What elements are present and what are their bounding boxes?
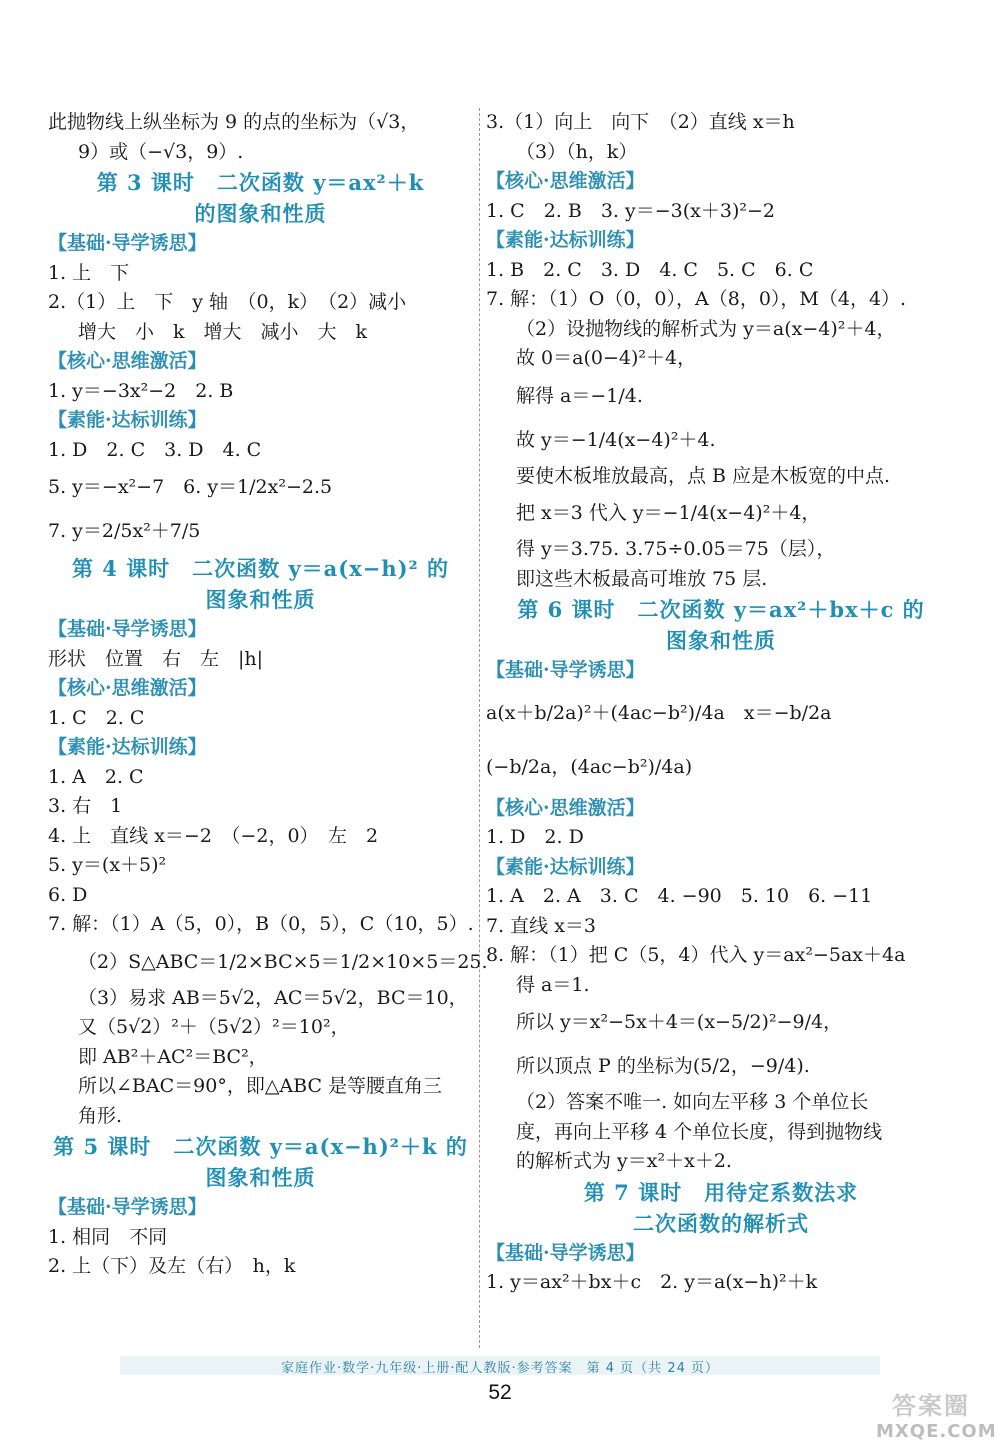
text-line: （2）设抛物线的解析式为 y＝a(x−4)²＋4， <box>516 317 896 340</box>
text-line: 2. 上（下）及左（右） h，k <box>48 1255 296 1277</box>
section-heading: 【素能·达标训练】 <box>48 409 207 431</box>
text-line: 5. y＝(x＋5)² <box>48 854 167 876</box>
text-line: 1. A 2. C <box>48 765 144 788</box>
right-column <box>486 108 956 1298</box>
text-line: 形状 位置 右 左 |h| <box>48 647 264 670</box>
text-line: (−b/2a，(4ac−b²)/4a) <box>486 755 693 778</box>
text-line: 度，再向上平移 4 个单位长度，得到抛物线 <box>516 1120 883 1143</box>
text-line: 故 0＝a(0−4)²＋4， <box>516 347 697 369</box>
page-number: 52 <box>488 1381 512 1404</box>
section-heading: 【基础·导学诱思】 <box>48 618 207 640</box>
lesson-heading: 二次函数的解析式 <box>633 1210 809 1236</box>
lesson-heading: 第 3 课时 二次函数 y＝ax²＋k <box>96 170 425 195</box>
watermark-domain: MXQE.COM <box>876 1421 997 1442</box>
lesson-heading: 第 6 课时 二次函数 y＝ax²＋bx＋c 的 <box>517 597 925 622</box>
section-heading: 【核心·思维激活】 <box>48 350 207 372</box>
text-line: 1. C 2. B 3. y＝−3(x＋3)²−2 <box>486 199 775 222</box>
text-line: 1. B 2. C 3. D 4. C 5. C 6. C <box>486 258 814 281</box>
text-line: 所以顶点 P 的坐标为(5/2，−9/4). <box>516 1055 810 1077</box>
text-line: 1. D 2. D <box>486 826 584 848</box>
text-line: 得 a＝1. <box>516 973 590 996</box>
text-line: 角形. <box>78 1104 123 1127</box>
text-line: 1. D 2. C 3. D 4. C <box>48 438 262 461</box>
watermark-logo <box>876 1386 997 1446</box>
text-line: 即这些木板最高可堆放 75 层. <box>516 567 768 590</box>
lesson-heading: 第 4 课时 二次函数 y＝a(x−h)² 的 <box>71 556 450 581</box>
lesson-heading: 第 5 课时 二次函数 y＝a(x−h)²＋k 的 <box>53 1134 468 1159</box>
section-heading: 【素能·达标训练】 <box>48 736 207 758</box>
text-line: 1. 上 下 <box>48 261 130 284</box>
section-heading: 【基础·导学诱思】 <box>486 659 645 681</box>
section-heading: 【素能·达标训练】 <box>486 229 645 251</box>
text-line: 1. 相同 不同 <box>48 1225 168 1248</box>
text-line: 增大 小 k 增大 减小 大 k <box>78 320 368 343</box>
text-line: 1. y＝−3x²−2 2. B <box>48 379 234 402</box>
section-heading: 【核心·思维激活】 <box>486 796 645 819</box>
text-line: 又（5√2）²＋（5√2）²＝10²， <box>78 1016 350 1038</box>
text-line: 1. y＝ax²＋bx＋c 2. y＝a(x−h)²＋k <box>486 1271 818 1293</box>
text-line: 得 y＝3.75. 3.75÷0.05＝75（层）， <box>516 538 836 560</box>
text-line: 5. y＝−x²−7 6. y＝1/2x²−2.5 <box>48 476 333 498</box>
text-line: 7. 解：（1）O（0，0），A（8，0），M（4，4）. <box>486 288 907 310</box>
text-line: 2.（1）上 下 y 轴 （0，k） （2）减小 <box>48 291 407 313</box>
text-line: 7. y＝2/5x²＋7/5 <box>48 520 201 542</box>
text-line: 1. A 2. A 3. C 4. −90 5. 10 6. −11 <box>486 885 873 907</box>
section-heading: 【基础·导学诱思】 <box>48 232 207 254</box>
section-heading: 【基础·导学诱思】 <box>48 1196 207 1218</box>
section-heading: 【核心·思维激活】 <box>48 677 207 699</box>
section-heading: 【核心·思维激活】 <box>486 170 645 192</box>
lesson-heading: 图象和性质 <box>205 587 316 612</box>
text-line: （3）（h，k） <box>516 140 638 163</box>
column-divider <box>479 108 480 1348</box>
lesson-heading: 的图象和性质 <box>194 201 327 226</box>
text-line: 9）或（−√3，9）. <box>78 140 244 163</box>
text-line: （2）答案不唯一. 如向左平移 3 个单位长 <box>516 1091 869 1113</box>
section-heading: 【基础·导学诱思】 <box>486 1241 645 1264</box>
text-line: 解得 a＝−1/4. <box>516 384 643 407</box>
lesson-heading: 图象和性质 <box>205 1165 316 1190</box>
text-line: 故 y＝−1/4(x−4)²＋4. <box>516 428 716 451</box>
text-line: 6. D <box>48 883 88 906</box>
watermark-logo-text: 答案圈 <box>892 1392 970 1420</box>
lesson-heading: 第 7 课时 用待定系数法求 <box>583 1179 859 1205</box>
text-line: 即 AB²＋AC²＝BC²， <box>78 1045 268 1068</box>
text-line: 的解析式为 y＝x²＋x＋2. <box>516 1150 732 1172</box>
left-column <box>48 108 488 1282</box>
text-line: 要使木板堆放最高，点 B 应是木板宽的中点. <box>516 464 891 487</box>
text-line: 3.（1）向上 向下 （2）直线 x＝h <box>486 111 795 133</box>
text-line: 4. 上 直线 x＝−2 （−2，0） 左 2 <box>48 824 379 847</box>
text-line: （3）易求 AB＝5√2，AC＝5√2，BC＝10， <box>78 986 468 1009</box>
text-line: 把 x＝3 代入 y＝−1/4(x−4)²＋4， <box>516 502 821 524</box>
text-line: 7. 直线 x＝3 <box>486 914 597 937</box>
text-line: 此抛物线上纵坐标为 9 的点的坐标为（√3， <box>48 111 420 133</box>
text-line: 1. C 2. C <box>48 706 145 729</box>
text-line: 所以 y＝x²−5x＋4＝(x−5/2)²−9/4， <box>516 1011 843 1033</box>
section-heading: 【素能·达标训练】 <box>486 855 645 878</box>
lesson-heading: 图象和性质 <box>666 628 776 653</box>
text-line: 3. 右 1 <box>48 795 123 817</box>
text-line: a(x＋b/2a)²＋(4ac−b²)/4a x＝−b/2a <box>486 701 832 724</box>
text-line: （2）S△ABC＝1/2×BC×5＝1/2×10×5＝25. <box>78 950 488 973</box>
text-line: 所以∠BAC＝90°，即△ABC 是等腰直角三 <box>78 1075 443 1097</box>
page-footer: 家庭作业·数学·九年级·上册·配人教版·参考答案 第 4 页（共 24 页） <box>280 1361 719 1376</box>
text-line: 8. 解：（1）把 C（5，4）代入 y＝ax²−5ax＋4a <box>486 944 906 966</box>
text-line: 7. 解：（1）A（5，0），B（0，5），C（10，5）. <box>48 913 474 935</box>
